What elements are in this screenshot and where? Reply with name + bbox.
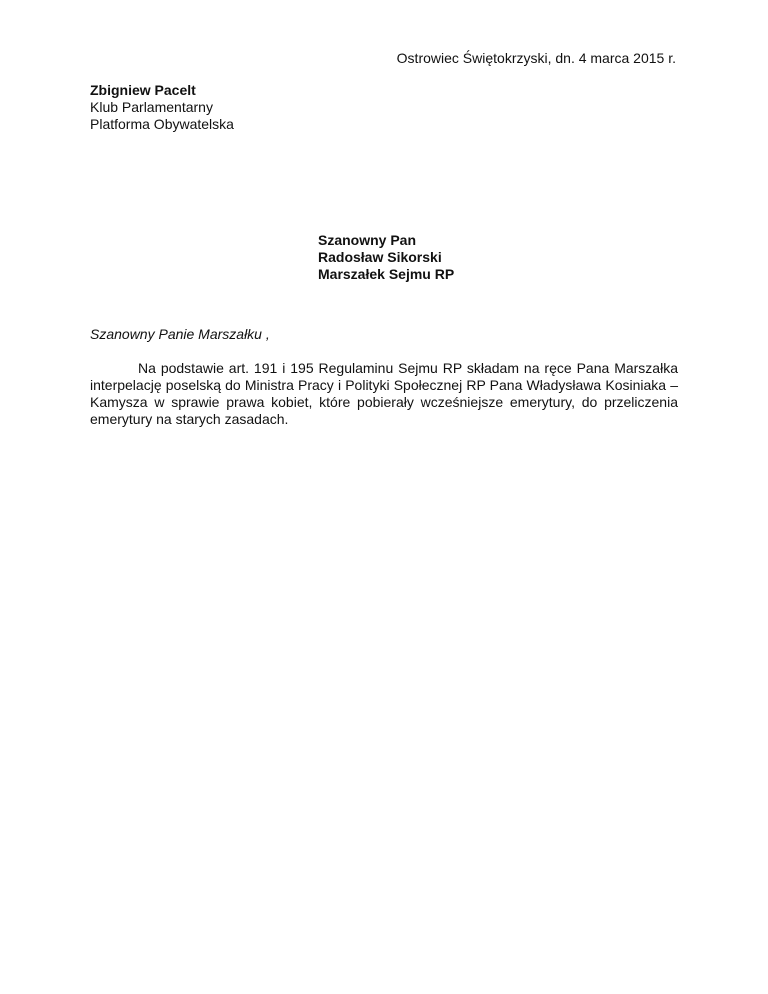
- place-and-date: Ostrowiec Świętokrzyski, dn. 4 marca 2015 r.: [396, 50, 676, 66]
- recipient-name: Radosław Sikorski: [318, 249, 442, 265]
- sender-club: Klub Parlamentarny: [90, 99, 213, 115]
- salutation: Szanowny Panie Marszałku ,: [90, 326, 270, 342]
- letter-body: Na podstawie art. 191 i 195 Regulaminu Sejmu RP składam na ręce Pana Marszałka interpelację poselską do Ministra Pracy i Polityki Społecznej RP Pana Władysława Kosiniaka – Kamysza w sprawie prawa kobiet, które pobierały wcześniejsze emerytury, do przeliczenia emerytury na starych zasadach.: [90, 360, 678, 427]
- recipient-greeting: Szanowny Pan: [318, 232, 417, 248]
- sender-name: Zbigniew Pacelt: [90, 82, 196, 98]
- sender-block: [90, 82, 390, 133]
- recipient-title: Marszałek Sejmu RP: [318, 266, 455, 282]
- recipient-block: [318, 232, 618, 283]
- sender-party: Platforma Obywatelska: [90, 116, 234, 132]
